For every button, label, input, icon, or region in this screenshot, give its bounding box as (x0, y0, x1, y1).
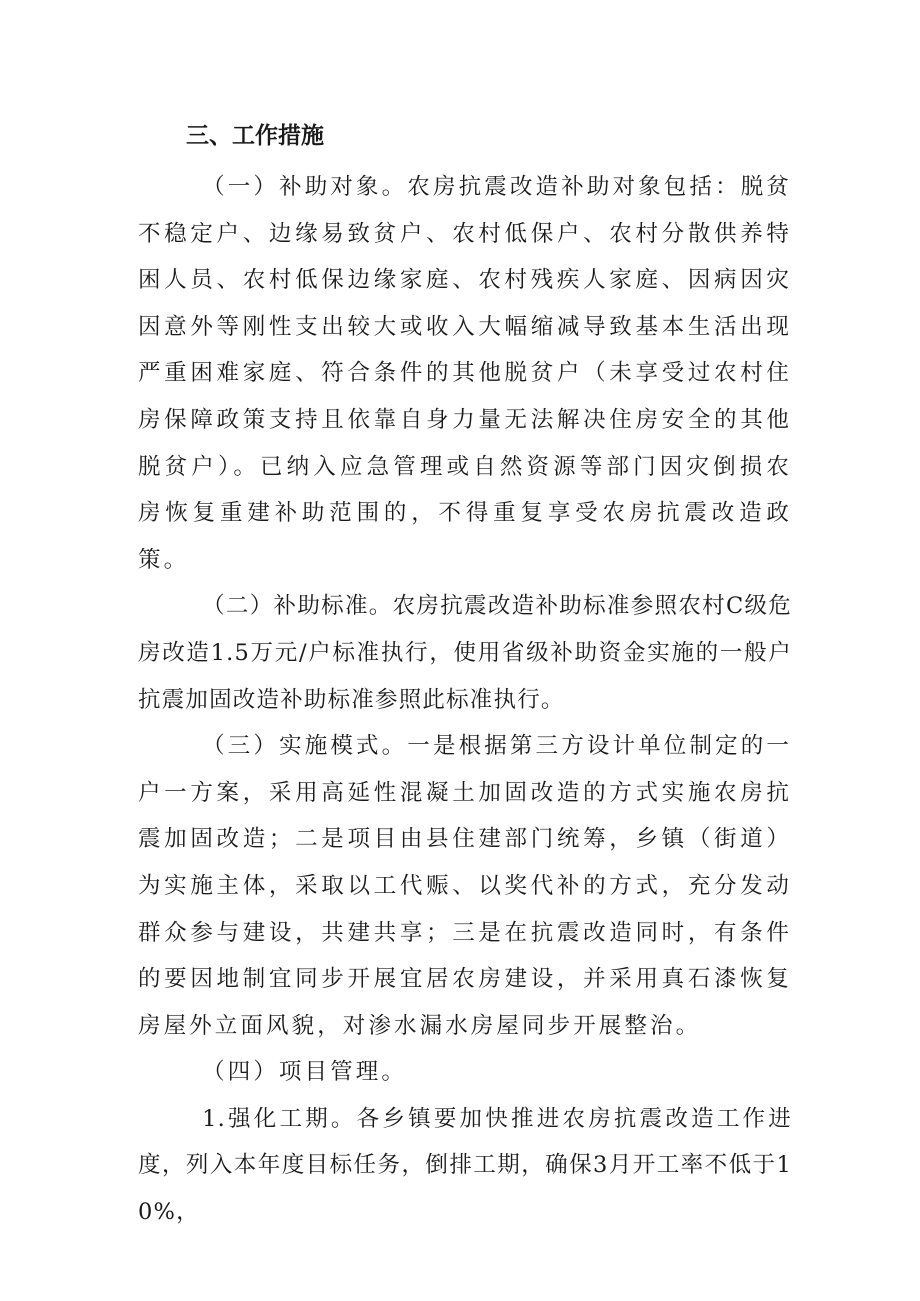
paragraph-project-management: （四）项目管理。 (202, 1059, 407, 1086)
paragraph-implementation-mode: （三）实施模式。一是根据第三方设计单位制定的一户一方案，采用高延性混凝土加固改造的方式实施农房抗震加固改造；二是项目由县住建部门统筹，乡镇（街道）为实施主体，采取以工代赈、以奖代补的方式，充分发动群众参与建设，共建共享；三是在抗震改造同时，有条件的要因地制宜同步开展宜居农房建设，并采用真石漆恢复房屋外立面风貌，对渗水漏水房屋同步开展整治。 (138, 733, 792, 1039)
paragraph-subsidy-targets: （一）补助对象。农房抗震改造补助对象包括：脱贫不稳定户、边缘易致贫户、农村低保户、农村分散供养特困人员、农村低保边缘家庭、农村残疾人家庭、因病因灾因意外等刚性支出较大或收入大幅缩减导致基本生活出现严重困难家庭、符合条件的其他脱贫户（未享受过农村住房保障政策支持且依靠自身力量无法解决住房安全的其他脱贫户）。已纳入应急管理或自然资源等部门因灾倒损农房恢复重建补助范围的，不得重复享受农房抗震改造政策。 (138, 174, 792, 573)
section-heading: 三、工作措施 (186, 123, 324, 149)
document-body (138, 164, 792, 1236)
paragraph-subsidy-standard: （二）补助标准。农房抗震改造补助标准参照农村C级危房改造1.5万元/户标准执行，使用省级补助资金实施的一般户抗震加固改造补助标准参照此标准执行。 (138, 593, 792, 713)
paragraph-schedule: 1.强化工期。各乡镇要加快推进农房抗震改造工作进度，列入本年度目标任务，倒排工期，确保3月开工率不低于10%， (138, 1105, 792, 1226)
